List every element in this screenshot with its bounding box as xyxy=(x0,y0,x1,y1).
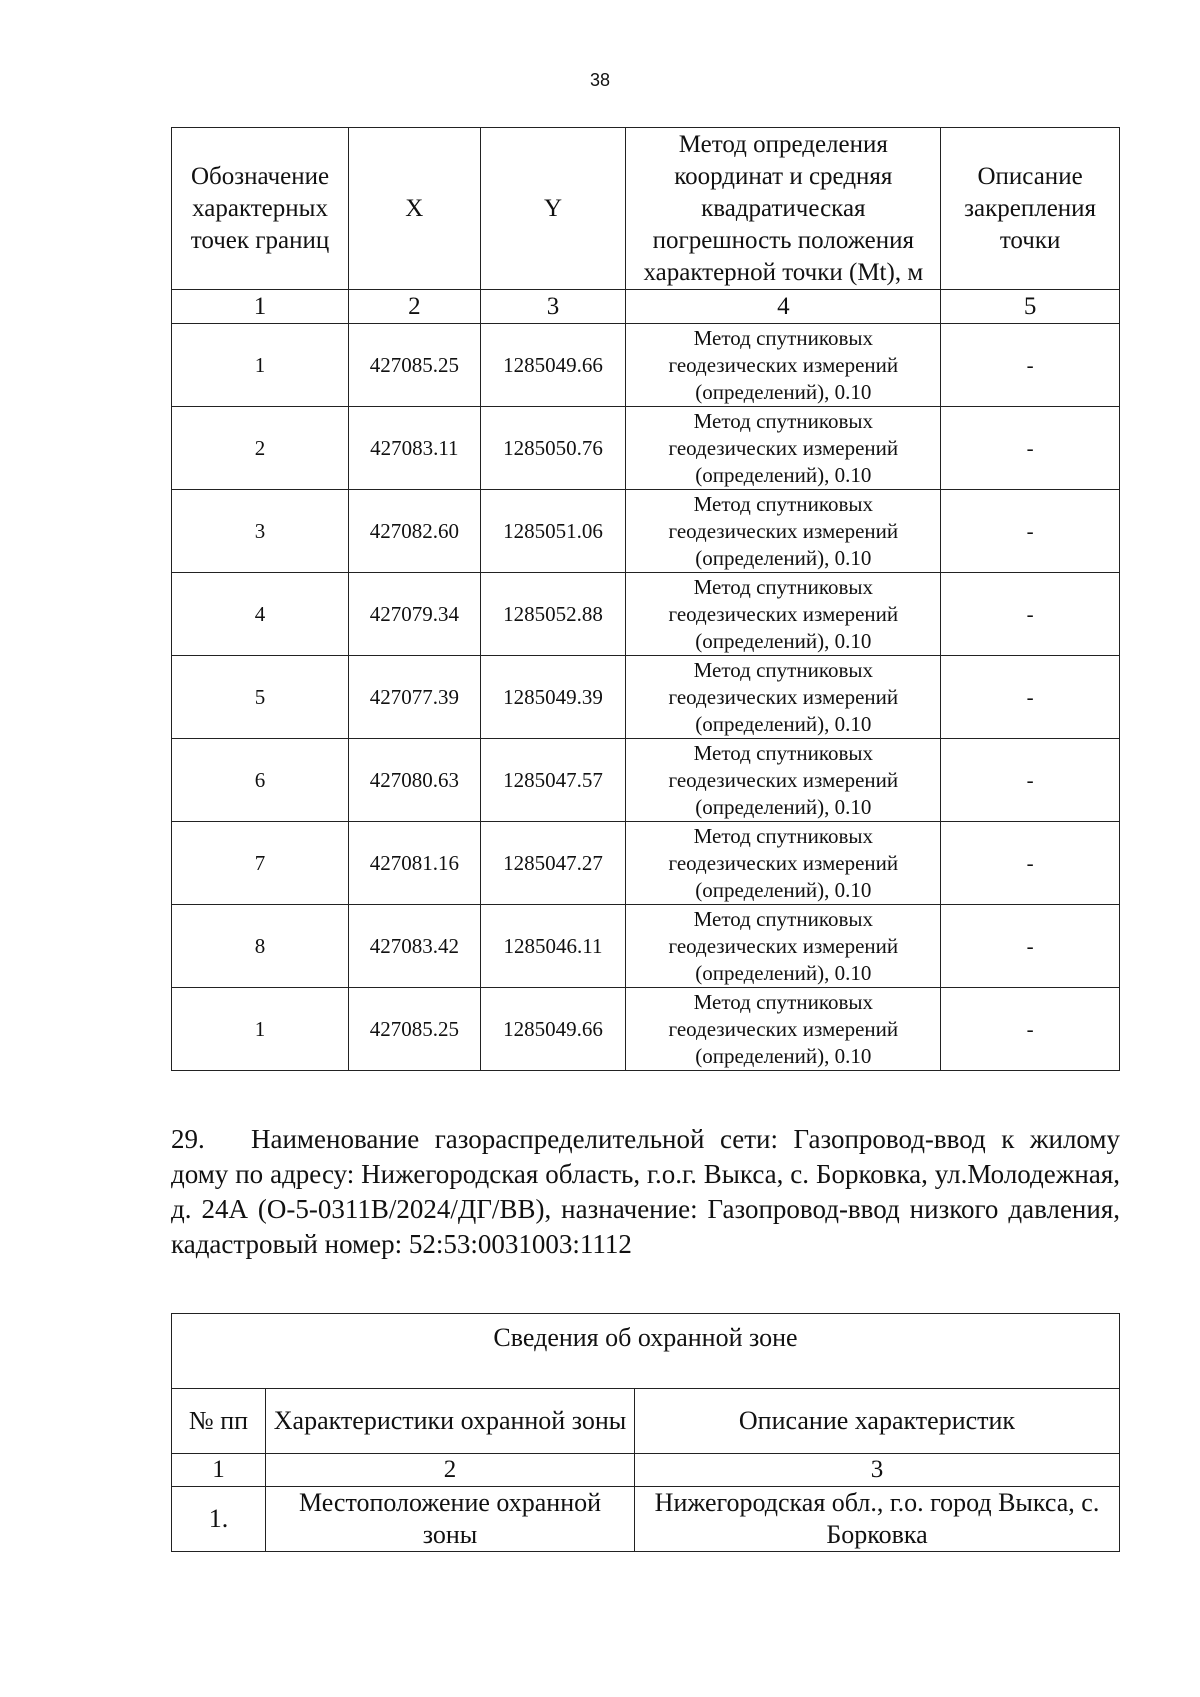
method-cell: Метод спутниковых геодезических измерений (определений), 0.10 xyxy=(626,656,941,739)
x-coordinate-cell: 427083.11 xyxy=(349,407,481,490)
x-coordinate-cell: 427081.16 xyxy=(349,822,481,905)
index-cell: 4 xyxy=(626,290,941,324)
header-item-number: № пп xyxy=(172,1389,266,1454)
zone-characteristic: Местоположение охранной зоны xyxy=(266,1487,635,1552)
header-method: Метод определения координат и средняя квадратическая погрешность положения характерной точки (Mt), м xyxy=(626,128,941,290)
y-coordinate-cell: 1285049.66 xyxy=(480,988,626,1071)
method-cell: Метод спутниковых геодезических измерений (определений), 0.10 xyxy=(626,988,941,1071)
zone-table-title: Сведения об охранной зоне xyxy=(172,1314,1120,1389)
fixing-description-cell: - xyxy=(941,739,1120,822)
header-characteristics: Характеристики охранной зоны xyxy=(266,1389,635,1454)
coordinates-table xyxy=(171,127,1120,1071)
method-cell: Метод спутниковых геодезических измерений (определений), 0.10 xyxy=(626,905,941,988)
point-number-cell: 1 xyxy=(172,324,349,407)
method-cell: Метод спутниковых геодезических измерений (определений), 0.10 xyxy=(626,490,941,573)
y-coordinate-cell: 1285051.06 xyxy=(480,490,626,573)
fixing-description-cell: - xyxy=(941,988,1120,1071)
x-coordinate-cell: 427082.60 xyxy=(349,490,481,573)
point-number-cell: 2 xyxy=(172,407,349,490)
index-cell: 5 xyxy=(941,290,1120,324)
table-row xyxy=(172,656,1120,739)
table-row xyxy=(172,822,1120,905)
table-row xyxy=(172,905,1120,988)
y-coordinate-cell: 1285047.27 xyxy=(480,822,626,905)
y-coordinate-cell: 1285047.57 xyxy=(480,739,626,822)
x-coordinate-cell: 427085.25 xyxy=(349,324,481,407)
header-point-designation: Обозначение характерных точек границ xyxy=(172,128,349,290)
method-cell: Метод спутниковых геодезических измерений (определений), 0.10 xyxy=(626,739,941,822)
coordinates-index-row xyxy=(172,290,1120,324)
zone-header-row xyxy=(172,1389,1120,1454)
x-coordinate-cell: 427079.34 xyxy=(349,573,481,656)
x-coordinate-cell: 427083.42 xyxy=(349,905,481,988)
table-row xyxy=(172,573,1120,656)
point-number-cell: 4 xyxy=(172,573,349,656)
x-coordinate-cell: 427085.25 xyxy=(349,988,481,1071)
header-y: Y xyxy=(480,128,626,290)
table-row xyxy=(172,407,1120,490)
fixing-description-cell: - xyxy=(941,407,1120,490)
header-characteristics-description: Описание характеристик xyxy=(635,1389,1120,1454)
y-coordinate-cell: 1285046.11 xyxy=(480,905,626,988)
table-row xyxy=(172,988,1120,1071)
x-coordinate-cell: 427080.63 xyxy=(349,739,481,822)
zone-title-row xyxy=(172,1314,1120,1389)
section-number: 29. xyxy=(171,1124,205,1154)
method-cell: Метод спутниковых геодезических измерений (определений), 0.10 xyxy=(626,324,941,407)
protection-zone-table xyxy=(171,1313,1120,1552)
header-description: Описание закрепления точки xyxy=(941,128,1120,290)
fixing-description-cell: - xyxy=(941,324,1120,407)
fixing-description-cell: - xyxy=(941,822,1120,905)
zone-description: Нижегородская обл., г.о. город Выкса, с. Борковка xyxy=(635,1487,1120,1552)
y-coordinate-cell: 1285049.39 xyxy=(480,656,626,739)
table-row xyxy=(172,739,1120,822)
index-cell: 1 xyxy=(172,1454,266,1487)
index-cell: 3 xyxy=(635,1454,1120,1487)
y-coordinate-cell: 1285050.76 xyxy=(480,407,626,490)
fixing-description-cell: - xyxy=(941,656,1120,739)
point-number-cell: 6 xyxy=(172,739,349,822)
zone-index-row xyxy=(172,1454,1120,1487)
table-row xyxy=(172,324,1120,407)
header-x: X xyxy=(349,128,481,290)
fixing-description-cell: - xyxy=(941,905,1120,988)
coordinates-table-body xyxy=(172,324,1120,1071)
y-coordinate-cell: 1285052.88 xyxy=(480,573,626,656)
method-cell: Метод спутниковых геодезических измерений (определений), 0.10 xyxy=(626,822,941,905)
section-text: Наименование газораспределительной сети: Газопровод-ввод к жилому дому по адресу: Нижегородская область, г.о.г. Выкса, с. Борковка, ул.Молодежная, д. 24А (О-5-0311В/2024/ДГ/ВВ), назначение: Газопровод-ввод низкого давления, кадастровый номер: 52:53:0031003:1112 xyxy=(171,1124,1120,1259)
index-cell: 3 xyxy=(480,290,626,324)
coordinates-header-row xyxy=(172,128,1120,290)
index-cell: 2 xyxy=(266,1454,635,1487)
point-number-cell: 8 xyxy=(172,905,349,988)
point-number-cell: 7 xyxy=(172,822,349,905)
method-cell: Метод спутниковых геодезических измерений (определений), 0.10 xyxy=(626,407,941,490)
y-coordinate-cell: 1285049.66 xyxy=(480,324,626,407)
point-number-cell: 3 xyxy=(172,490,349,573)
index-cell: 1 xyxy=(172,290,349,324)
zone-item-number: 1. xyxy=(172,1487,266,1552)
point-number-cell: 5 xyxy=(172,656,349,739)
method-cell: Метод спутниковых геодезических измерений (определений), 0.10 xyxy=(626,573,941,656)
fixing-description-cell: - xyxy=(941,490,1120,573)
index-cell: 2 xyxy=(349,290,481,324)
point-number-cell: 1 xyxy=(172,988,349,1071)
fixing-description-cell: - xyxy=(941,573,1120,656)
table-row xyxy=(172,490,1120,573)
page-number: 38 xyxy=(589,70,611,90)
section-29-paragraph xyxy=(171,1122,1120,1262)
zone-data-row xyxy=(172,1487,1120,1552)
x-coordinate-cell: 427077.39 xyxy=(349,656,481,739)
